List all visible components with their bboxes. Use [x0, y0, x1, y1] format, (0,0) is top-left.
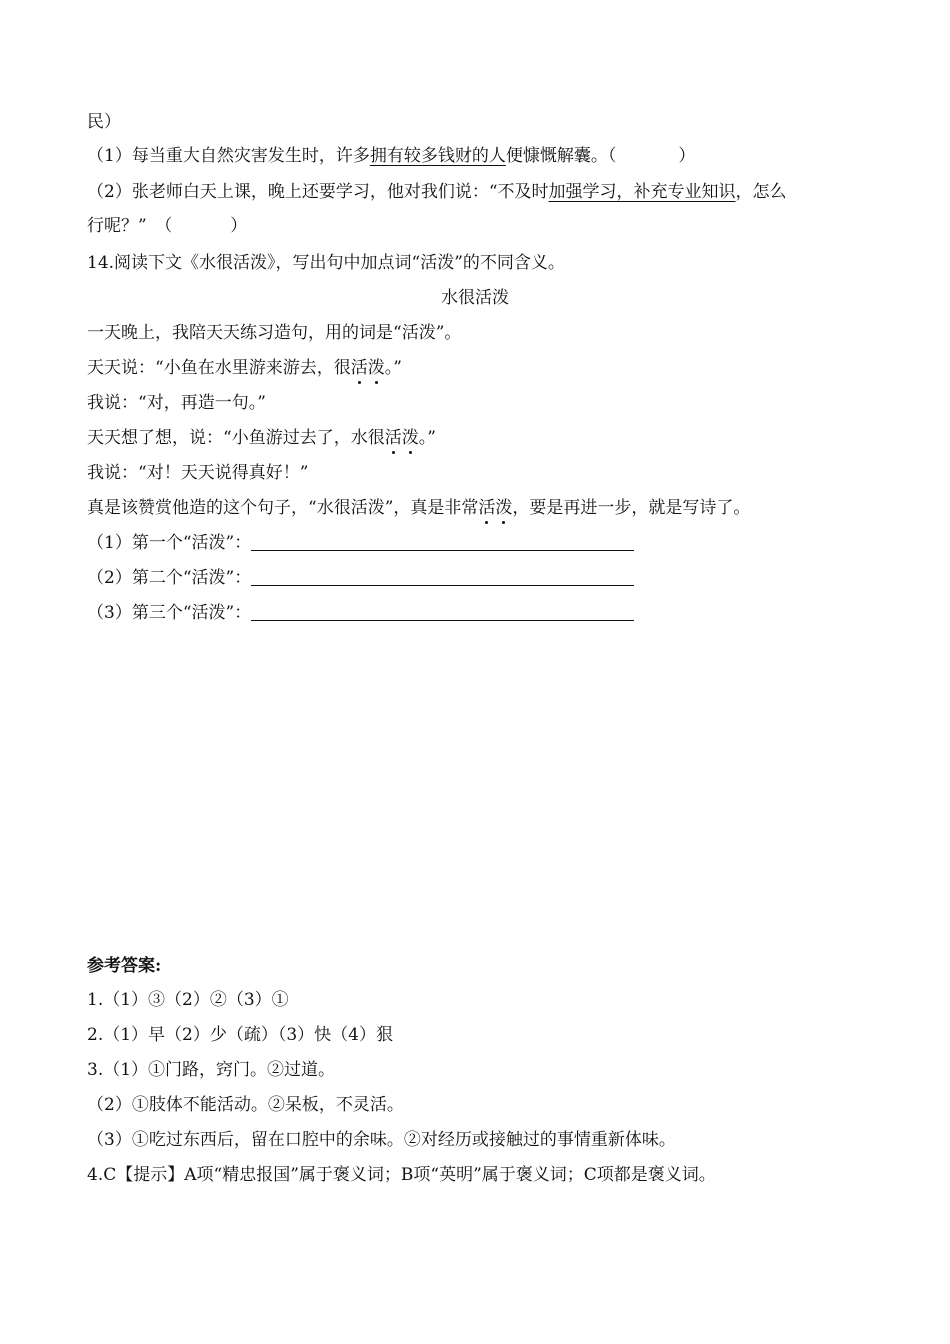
dotted-char: 泼: [367, 358, 385, 378]
answer-1: 1.（1）③（2）②（3）①: [87, 990, 289, 1010]
q13-item2-suffix: ，怎么: [735, 182, 787, 202]
passage-p4: [87, 426, 436, 450]
passage-p6-suffix: ，要是再进一步，就是写诗了。: [512, 498, 751, 518]
q13-item1-close: ）: [678, 146, 696, 166]
dotted-char: 活: [478, 498, 496, 518]
q13-item2-prefix: （2）张老师白天上课，晚上还要学习，他对我们说：“不及时: [87, 182, 549, 202]
answer-3-2: （2）①肢体不能活动。②呆板，不灵活。: [87, 1095, 404, 1115]
blank1-label: （1）第一个“活泼”：: [87, 533, 252, 553]
passage-p1: 一天晚上，我陪天天练习造句，用的词是“活泼”。: [87, 323, 462, 343]
q13-item1-underlined: 拥有较多钱财的人: [369, 146, 506, 166]
passage-p3: 我说：“对，再造一句。”: [87, 393, 266, 413]
answers-heading: 参考答案:: [87, 956, 162, 976]
q13-item1-suffix: 便慷慨解囊。（: [505, 146, 617, 166]
passage-p4-suffix: 。”: [418, 428, 436, 448]
passage-p6: [87, 496, 750, 520]
blank2-label: （2）第二个“活泼”：: [87, 568, 252, 588]
passage-p6-prefix: 真是该赞赏他造的这个句子，“水很活泼”，真是非常: [87, 498, 479, 518]
answer-2: 2.（1）早（2）少（疏）（3）快（4）狠: [87, 1025, 393, 1045]
q13-item1: [87, 144, 695, 168]
q13-item2-line2: [87, 214, 247, 238]
q14-blank3: [87, 601, 634, 625]
q14-blank1: [87, 531, 634, 555]
answer-3-1: 3.（1）①门路，窍门。②过道。: [87, 1060, 336, 1080]
answer-line-2[interactable]: [251, 569, 634, 586]
q14-blank2: [87, 566, 634, 590]
q13-item2-line2-text: 行呢？” （: [87, 216, 173, 236]
q13-item1-prefix: （1）每当重大自然灾害发生时，许多: [87, 146, 370, 166]
answer-line-3[interactable]: [251, 604, 634, 621]
q13-item2-underlined: 加强学习，补充专业知识: [548, 182, 736, 202]
answer-line-1[interactable]: [251, 534, 634, 551]
q14-prompt: 14.阅读下文《水很活泼》，写出句中加点词“活泼”的不同含义。: [87, 253, 565, 273]
passage-title: 水很活泼: [441, 288, 509, 308]
answer-4: 4.C【提示】A项“精忠报国”属于褒义词；B项“英明”属于褒义词；C项都是褒义词。: [87, 1165, 716, 1185]
dotted-char: 活: [350, 358, 368, 378]
passage-p4-prefix: 天天想了想，说：“小鱼游过去了，水很: [87, 428, 385, 448]
passage-p5: 我说：“对！天天说得真好！”: [87, 463, 309, 483]
passage-p2-suffix: 。”: [384, 358, 402, 378]
answer-3-3: （3）①吃过东西后，留在口腔中的余味。②对经历或接触过的事情重新体味。: [87, 1130, 676, 1150]
dotted-char: 活: [384, 428, 402, 448]
top-fragment: 民）: [87, 112, 121, 132]
dotted-char: 泼: [495, 498, 513, 518]
passage-p2-prefix: 天天说：“小鱼在水里游来游去，很: [87, 358, 351, 378]
q13-item2: [87, 180, 787, 204]
passage-p2: [87, 356, 402, 380]
q13-item2-close: ）: [230, 216, 248, 236]
blank3-label: （3）第三个“活泼”：: [87, 603, 252, 623]
dotted-char: 泼: [401, 428, 419, 448]
